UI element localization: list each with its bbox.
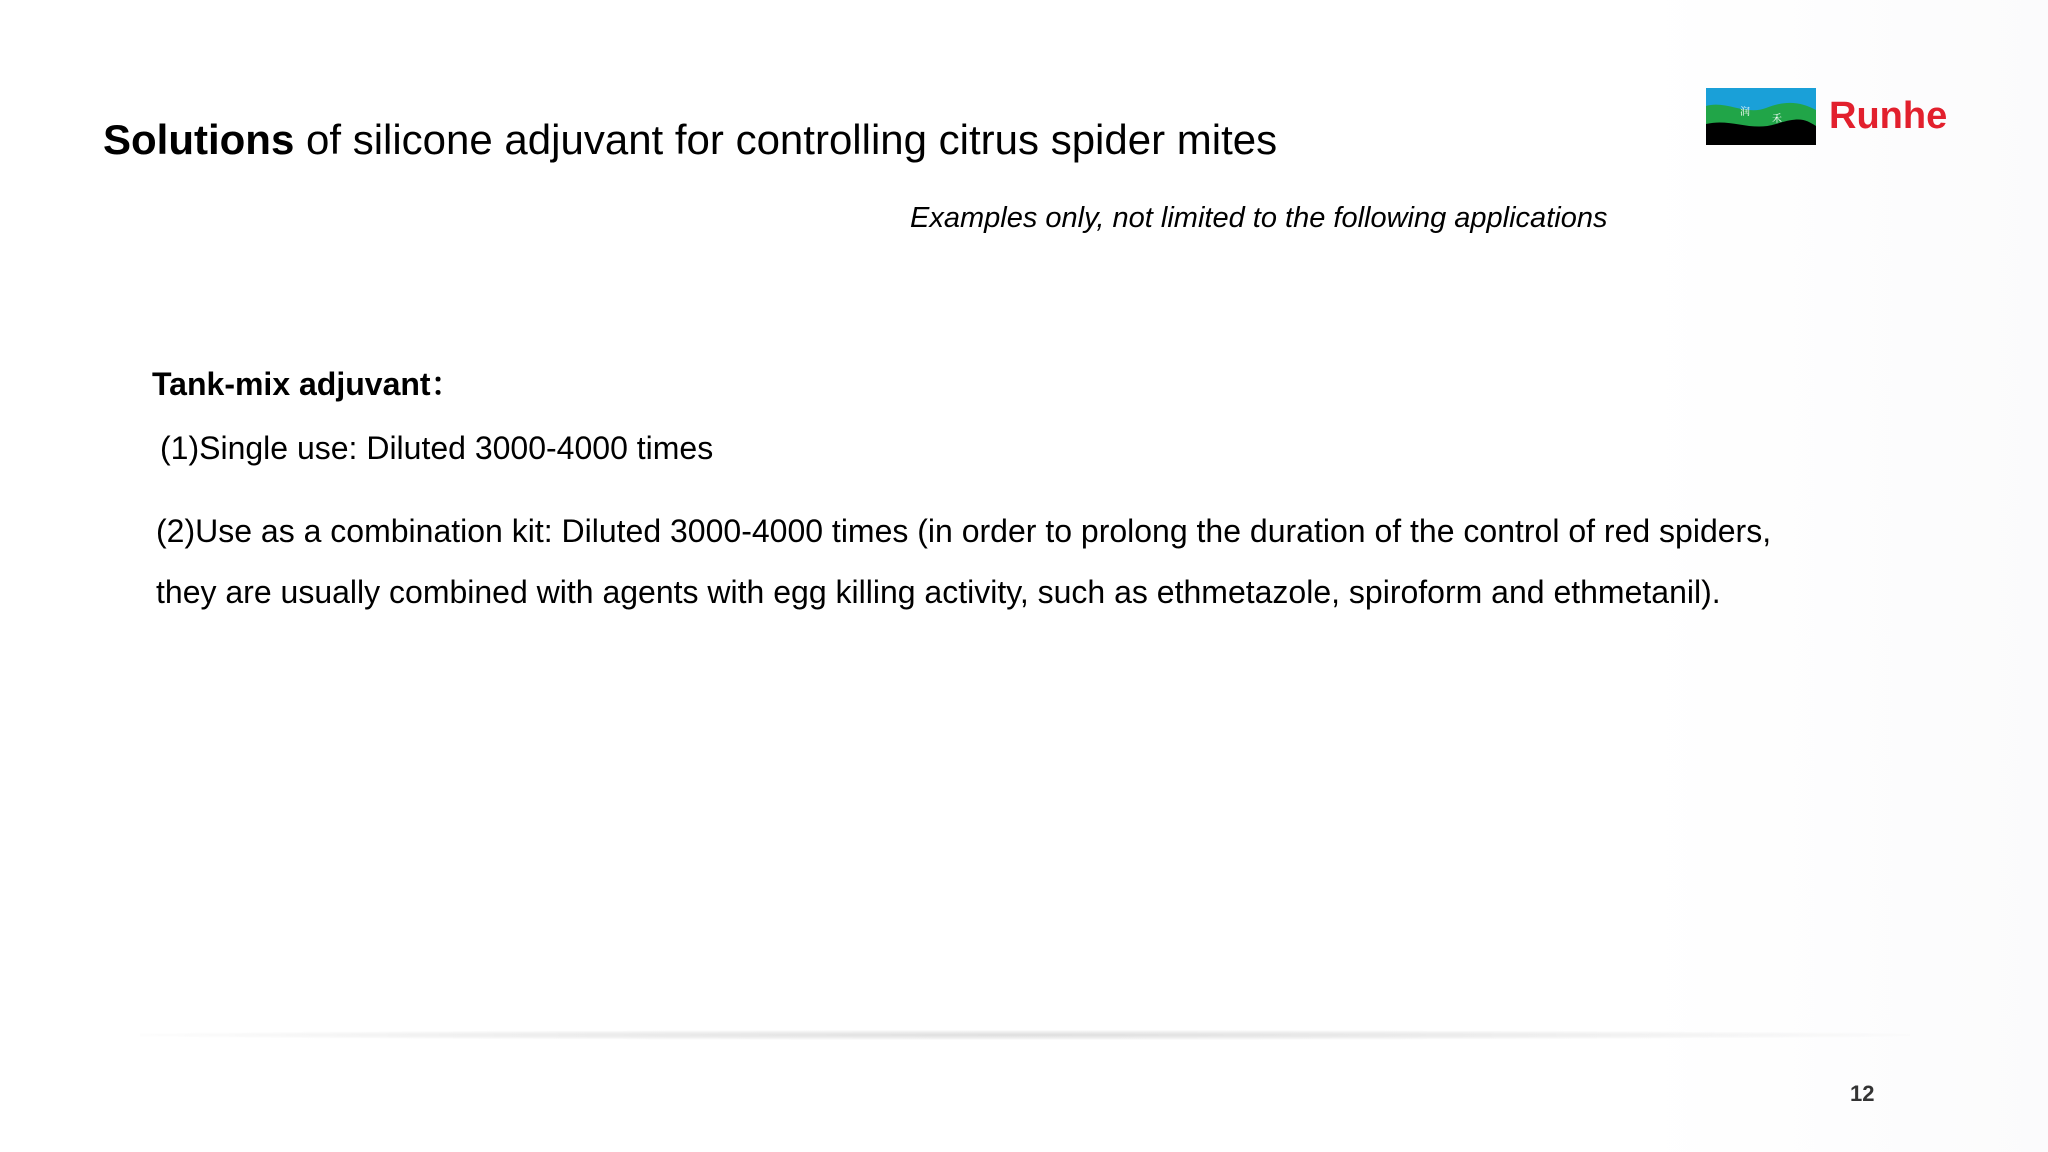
slide-title: [103, 112, 1277, 168]
page-number: 12: [1850, 1081, 1875, 1106]
title-rest: of silicone adjuvant for controlling citrus spider mites: [294, 116, 1278, 163]
title-bold: Solutions: [103, 116, 295, 163]
content-heading: Tank-mix adjuvant：: [152, 366, 463, 402]
runhe-logo: [1706, 88, 1946, 146]
svg-text:禾: 禾: [1772, 114, 1782, 125]
logo-flag-icon: [1706, 88, 1816, 145]
footer-divider: [140, 1030, 1910, 1040]
logo-text: Runhe: [1829, 95, 1948, 137]
slide-subtitle: Examples only, not limited to the following applications: [910, 202, 1608, 234]
list-item-single-use: (1)Single use: Diluted 3000-4000 times: [160, 430, 714, 466]
list-item-combination-kit: (2)Use as a combination kit: Diluted 3000-4000 times (in order to prolong the duration of the control of red spiders, they are usually combined with agents with egg killing activity, such as ethmetazole, spiroform and ethmetanil).: [156, 513, 1772, 610]
slide-content: [152, 360, 1772, 623]
svg-text:润: 润: [1740, 107, 1750, 118]
